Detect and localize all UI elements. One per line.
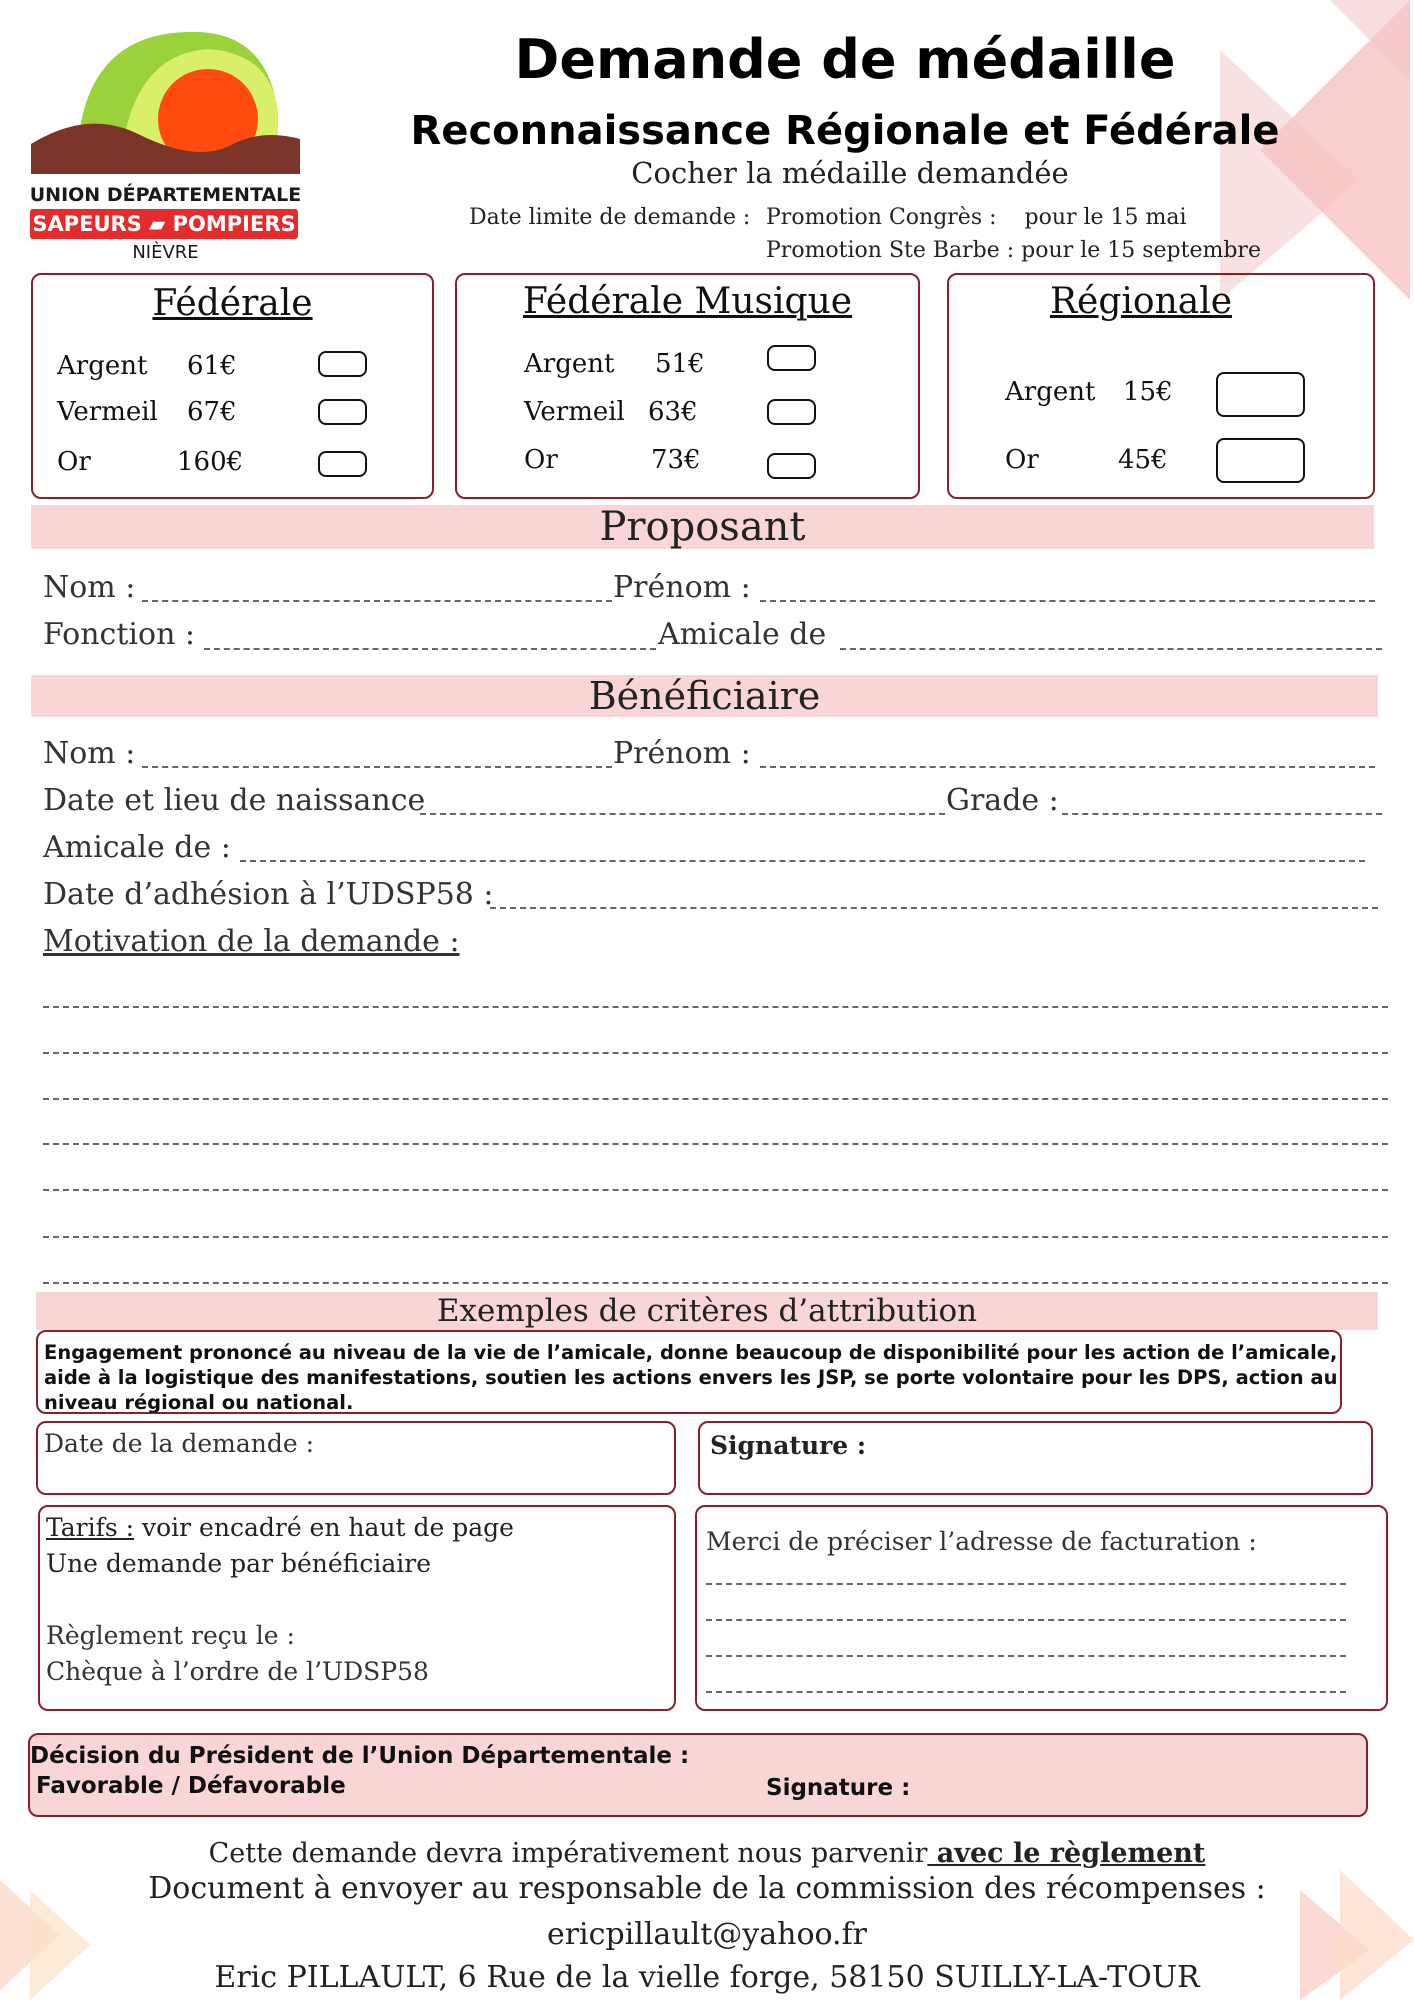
musique-vermeil-price: 63€ (648, 397, 698, 427)
beneficiaire-amicale-field[interactable] (240, 860, 1365, 862)
proposant-amicale-label: Amicale de (658, 617, 827, 652)
facturation-line[interactable] (706, 1655, 1346, 1657)
motivation-line[interactable] (43, 1052, 1388, 1054)
facturation-box[interactable] (695, 1505, 1388, 1711)
motivation-line[interactable] (43, 1006, 1388, 1008)
date-demande-label: Date de la demande : (44, 1429, 315, 1458)
federale-vermeil-label: Vermeil (57, 397, 158, 427)
reglement-text: Règlement reçu le : (46, 1621, 295, 1650)
decision-signature: Signature : (766, 1775, 911, 1801)
date-demande-box[interactable] (36, 1421, 676, 1495)
motivation-line[interactable] (43, 1143, 1388, 1145)
instruction-text: Cocher la médaille demandée (631, 156, 1069, 190)
beneficiaire-adhesion-field[interactable] (490, 907, 1378, 909)
proposant-nom-label: Nom : (43, 570, 136, 605)
udsp-logo (28, 24, 308, 269)
decision-title: Décision du Président de l’Union Départementale : (30, 1743, 690, 1769)
musique-or-label: Or (524, 445, 558, 475)
logo-text-line3: NIÈVRE (132, 242, 199, 263)
criteria-title: Exemples de critères d’attribution (436, 1293, 978, 1329)
deadline-ste-barbe: Promotion Ste Barbe : pour le 15 septembre (766, 238, 1261, 263)
logo-text-line2: SAPEURS ▰ POMPIERS (30, 209, 298, 239)
page-title: Demande de médaille (514, 28, 1176, 91)
regionale-or-checkbox[interactable] (1216, 438, 1305, 483)
beneficiaire-prenom-label: Prénom : (613, 736, 751, 771)
tarifs-label: Tarifs : (46, 1513, 135, 1542)
musique-argent-label: Argent (524, 349, 615, 379)
proposant-title: Proposant (599, 504, 806, 550)
une-demande-text: Une demande par bénéficiaire (46, 1549, 431, 1578)
musique-argent-price: 51€ (655, 349, 705, 379)
beneficiaire-grade-field[interactable] (1062, 813, 1382, 815)
musique-argent-checkbox[interactable] (767, 345, 816, 371)
federale-or-checkbox[interactable] (318, 451, 367, 477)
criteria-header (36, 1292, 1378, 1330)
proposant-fonction-label: Fonction : (43, 617, 196, 652)
page-subtitle: Reconnaissance Régionale et Fédérale (410, 108, 1280, 154)
regionale-argent-label: Argent (1005, 377, 1096, 407)
musique-or-checkbox[interactable] (767, 453, 816, 479)
decision-box (28, 1733, 1368, 1817)
regionale-or-price: 45€ (1118, 445, 1168, 475)
facturation-line[interactable] (706, 1619, 1346, 1621)
footer-reglement: avec le règlement (927, 1838, 1206, 1869)
proposant-amicale-field[interactable] (840, 648, 1382, 650)
facturation-line[interactable] (706, 1691, 1346, 1693)
beneficiaire-title: Bénéficiaire (588, 674, 821, 718)
tarifs-box (38, 1505, 676, 1711)
federale-or-label: Or (57, 447, 91, 477)
footer-email[interactable]: ericpillault@yahoo.fr (546, 1917, 868, 1952)
beneficiaire-naissance-label: Date et lieu de naissance (43, 783, 426, 818)
tarifs-text: voir encadré en haut de page (134, 1513, 514, 1542)
footer-line2: Document à envoyer au responsable de la commission des récompenses : (148, 1871, 1266, 1906)
musique-vermeil-label: Vermeil (524, 397, 625, 427)
federale-medal-box (31, 273, 434, 499)
motivation-line[interactable] (43, 1189, 1388, 1191)
musique-title: Fédérale Musique (522, 281, 853, 322)
signature-label: Signature : (710, 1431, 867, 1460)
beneficiaire-naissance-field[interactable] (420, 813, 945, 815)
federale-or-price: 160€ (177, 447, 244, 477)
federale-vermeil-price: 67€ (187, 397, 237, 427)
tarifs-line (46, 1513, 514, 1542)
footer-address: Eric PILLAULT, 6 Rue de la vielle forge, 58150 SUILLY-LA-TOUR (214, 1960, 1200, 1995)
federale-argent-price: 61€ (187, 351, 237, 381)
regionale-medal-box (947, 273, 1375, 499)
regionale-title: Régionale (1049, 281, 1233, 322)
beneficiaire-amicale-label: Amicale de : (43, 830, 231, 865)
beneficiaire-nom-label: Nom : (43, 736, 136, 771)
federale-title: Fédérale (152, 283, 313, 324)
logo-emblem (28, 24, 308, 184)
proposant-fonction-field[interactable] (204, 648, 656, 650)
musique-vermeil-checkbox[interactable] (767, 399, 816, 425)
facturation-line[interactable] (706, 1583, 1346, 1585)
beneficiaire-prenom-field[interactable] (760, 766, 1375, 768)
decision-options: Favorable / Défavorable (36, 1773, 346, 1799)
beneficiaire-nom-field[interactable] (142, 766, 612, 768)
footer-line1 (0, 1838, 1414, 1869)
regionale-or-label: Or (1005, 445, 1039, 475)
motivation-line[interactable] (43, 1098, 1388, 1100)
footer-line1-text: Cette demande devra impérativement nous parvenir (208, 1838, 928, 1869)
federale-musique-medal-box (455, 273, 920, 499)
proposant-prenom-field[interactable] (760, 600, 1375, 602)
motivation-line[interactable] (43, 1282, 1388, 1284)
federale-vermeil-checkbox[interactable] (318, 399, 367, 425)
proposant-prenom-label: Prénom : (613, 570, 751, 605)
deadline-congres: Promotion Congrès : pour le 15 mai (766, 205, 1187, 230)
proposant-nom-field[interactable] (142, 600, 612, 602)
criteria-box (36, 1330, 1342, 1414)
motivation-label: Motivation de la demande : (43, 924, 460, 959)
proposant-header (31, 505, 1374, 549)
federale-argent-checkbox[interactable] (318, 351, 367, 377)
facturation-label: Merci de préciser l’adresse de facturation : (706, 1527, 1257, 1556)
musique-or-price: 73€ (651, 445, 701, 475)
criteria-text: Engagement prononcé au niveau de la vie de l’amicale, donne beaucoup de disponibilité pour les action de l’amicale, aide à la logistique des manifestations, soutien les actions envers les JSP, se porte volontaire pour les DPS, action au niveau régional ou national. (44, 1341, 1338, 1414)
cheque-text: Chèque à l’ordre de l’UDSP58 (46, 1657, 429, 1686)
regionale-argent-checkbox[interactable] (1216, 372, 1305, 417)
beneficiaire-grade-label: Grade : (946, 783, 1059, 818)
beneficiaire-header (31, 675, 1378, 717)
regionale-argent-price: 15€ (1123, 377, 1173, 407)
motivation-line[interactable] (43, 1236, 1388, 1238)
beneficiaire-adhesion-label: Date d’adhésion à l’UDSP58 : (43, 877, 494, 912)
signature-box[interactable] (698, 1421, 1373, 1495)
deadline-label: Date limite de demande : (469, 205, 751, 230)
logo-text-line1: UNION DÉPARTEMENTALE (29, 184, 302, 206)
federale-argent-label: Argent (57, 351, 148, 381)
